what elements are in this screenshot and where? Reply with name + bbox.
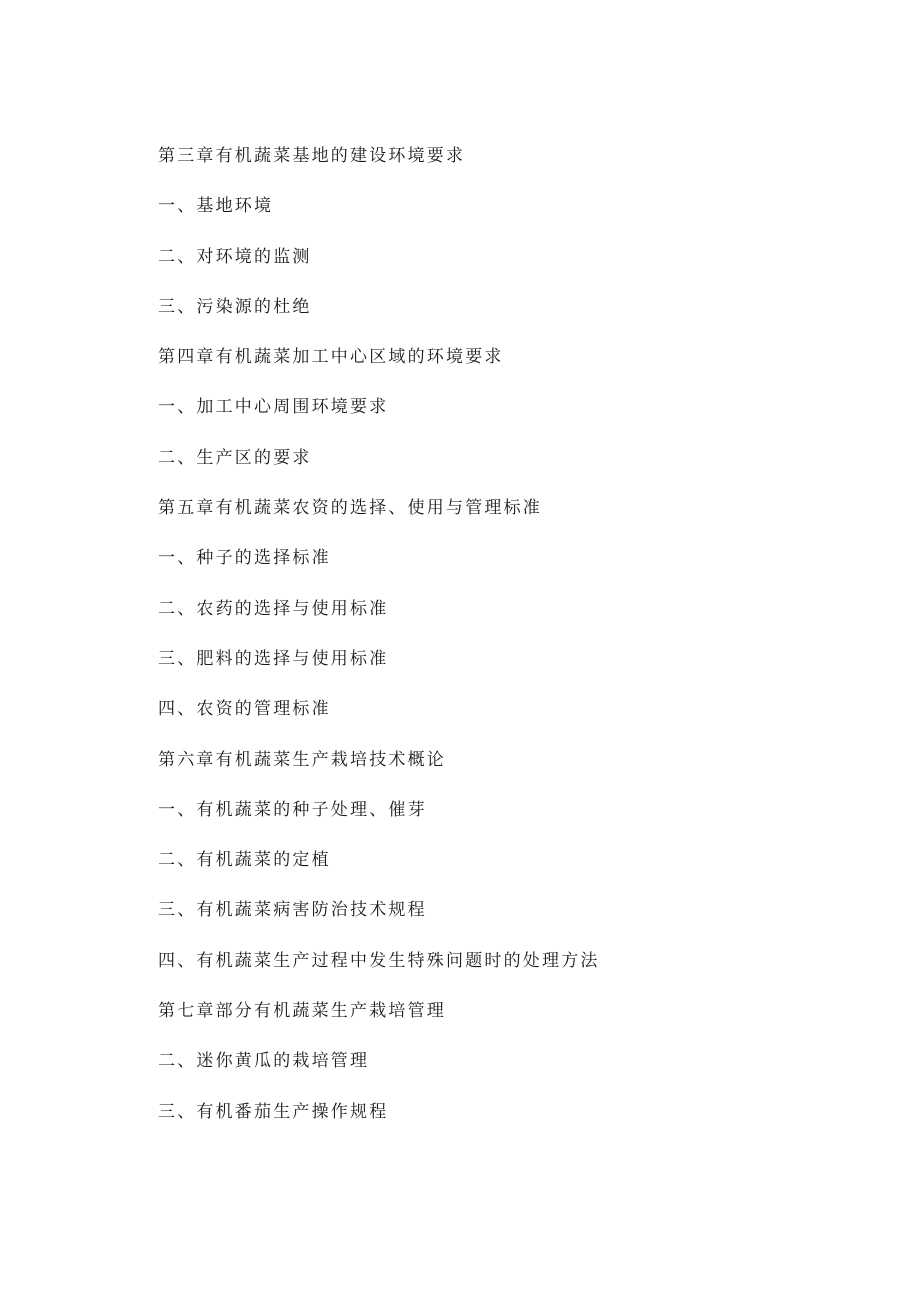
- chapter-heading: 第五章有机蔬菜农资的选择、使用与管理标准: [158, 498, 542, 519]
- section-item: 一、有机蔬菜的种子处理、催芽: [158, 799, 427, 820]
- section-item: 三、有机番茄生产操作规程: [158, 1101, 389, 1122]
- section-item: 二、有机蔬菜的定植: [158, 850, 331, 871]
- section-item: 一、加工中心周围环境要求: [158, 397, 389, 418]
- section-item: 二、对环境的监测: [158, 246, 312, 267]
- table-of-contents: [158, 143, 858, 1149]
- chapter-heading: 第七章部分有机蔬菜生产栽培管理: [158, 1001, 446, 1022]
- section-item: 四、有机蔬菜生产过程中发生特殊问题时的处理方法: [158, 950, 600, 971]
- chapter-heading: 第六章有机蔬菜生产栽培技术概论: [158, 749, 446, 770]
- section-item: 四、农资的管理标准: [158, 699, 331, 720]
- chapter-heading: 第四章有机蔬菜加工中心区域的环境要求: [158, 347, 504, 368]
- chapter-heading: 第三章有机蔬菜基地的建设环境要求: [158, 146, 466, 166]
- section-item: 二、农药的选择与使用标准: [158, 598, 389, 619]
- section-item: 二、生产区的要求: [158, 447, 312, 468]
- section-item: 三、污染源的杜绝: [158, 296, 312, 317]
- section-item: 三、有机蔬菜病害防治技术规程: [158, 900, 427, 921]
- section-item: 一、种子的选择标准: [158, 548, 331, 569]
- section-item: 一、基地环境: [158, 196, 274, 217]
- section-item: 二、迷你黄瓜的栽培管理: [158, 1051, 370, 1072]
- section-item: 三、肥料的选择与使用标准: [158, 648, 389, 669]
